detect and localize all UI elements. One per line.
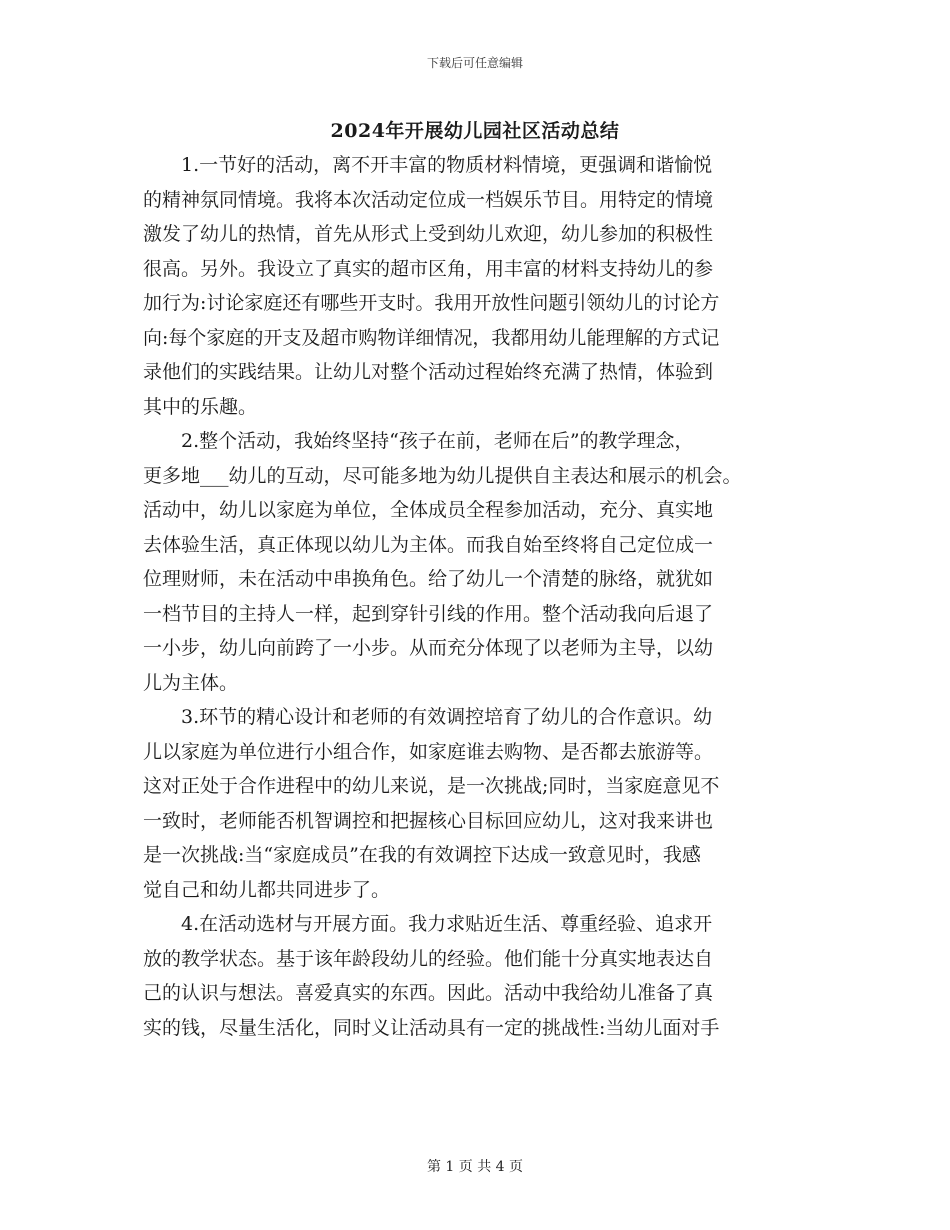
paragraph-4 bbox=[143, 907, 811, 1045]
header-note: 下载后可任意编辑 bbox=[426, 56, 523, 70]
text-line: 是一次挑战:当“家庭成员”在我的有效调控下达成一致意见时，我感 bbox=[143, 844, 701, 866]
document-title: 2024年开展幼儿园社区活动总结 bbox=[330, 120, 620, 142]
text-line: 儿为主体。 bbox=[143, 671, 239, 694]
text-line: 4.在活动选材与开展方面。我力求贴近生活、尊重经验、追求开 bbox=[181, 913, 713, 935]
text-line: 一小步，幼儿向前跨了一小步。从而充分体现了以老师为主导，以幼 bbox=[143, 637, 714, 659]
text-line: 1.一节好的活动，离不开丰富的物质材料情境，更强调和谐愉悦 bbox=[181, 154, 713, 176]
text-line: 这对正处于合作进程中的幼儿来说，是一次挑战;同时，当家庭意见不 bbox=[143, 775, 720, 797]
text-line: 更多地___幼儿的互动，尽可能多地为幼儿提供自主表达和展示的机会。 bbox=[143, 464, 742, 487]
text-line: 录他们的实践结果。让幼儿对整个活动过程始终充满了热情，体验到 bbox=[143, 361, 714, 383]
text-line: 放的教学状态。基于该年龄段幼儿的经验。他们能十分真实地表达自 bbox=[143, 947, 714, 970]
text-line: 去体验生活，真正体现以幼儿为主体。而我自始至终将自己定位成一 bbox=[143, 533, 714, 556]
text-line: 实的钱，尽量生活化，同时义让活动具有一定的挑战性:当幼儿面对手 bbox=[143, 1016, 720, 1039]
text-line: 3.环节的精心设计和老师的有效调控培育了幼儿的合作意识。幼 bbox=[181, 706, 713, 728]
paragraph-3 bbox=[143, 700, 811, 907]
text-line: 2.整个活动，我始终坚持“孩子在前，老师在后”的教学理念， bbox=[181, 430, 694, 452]
text-line: 一档节目的主持人一样，起到穿针引线的作用。整个活动我向后退了 bbox=[143, 602, 714, 625]
document-body bbox=[143, 148, 811, 1045]
text-line: 很高。另外。我设立了真实的超市区角，用丰富的材料支持幼儿的参 bbox=[143, 257, 714, 280]
text-line: 觉自己和幼儿都共同进步了。 bbox=[143, 878, 391, 901]
text-line: 活动中，幼儿以家庭为单位，全体成员全程参加活动，充分、真实地 bbox=[143, 499, 714, 521]
paragraph-2 bbox=[143, 424, 811, 700]
text-line: 其中的乐趣。 bbox=[143, 395, 258, 418]
text-line: 儿以家庭为单位进行小组合作，如家庭谁去购物、是否都去旅游等。 bbox=[143, 740, 714, 763]
text-line: 一致时，老师能否机智调控和把握核心目标回应幼儿，这对我来讲也 bbox=[143, 809, 714, 832]
text-line: 位理财师，未在活动中串换角色。给了幼儿一个清楚的脉络，就犹如 bbox=[143, 568, 714, 590]
page-footer: 第 1 页 共 4 页 bbox=[426, 1159, 524, 1175]
text-line: 向:每个家庭的开支及超市购物详细情况，我都用幼儿能理解的方式记 bbox=[143, 326, 720, 349]
text-line: 己的认识与想法。喜爱真实的东西。因此。活动中我给幼儿准备了真 bbox=[143, 982, 714, 1004]
paragraph-1 bbox=[143, 148, 811, 424]
text-line: 激发了幼儿的热情，首先从形式上受到幼儿欢迎，幼儿参加的积极性 bbox=[143, 223, 714, 245]
text-line: 加行为:讨论家庭还有哪些开支时。我用开放性问题引领幼儿的讨论方 bbox=[143, 292, 720, 314]
text-line: 的精神氛同情境。我将本次活动定位成一档娱乐节目。用特定的情境 bbox=[143, 188, 714, 211]
